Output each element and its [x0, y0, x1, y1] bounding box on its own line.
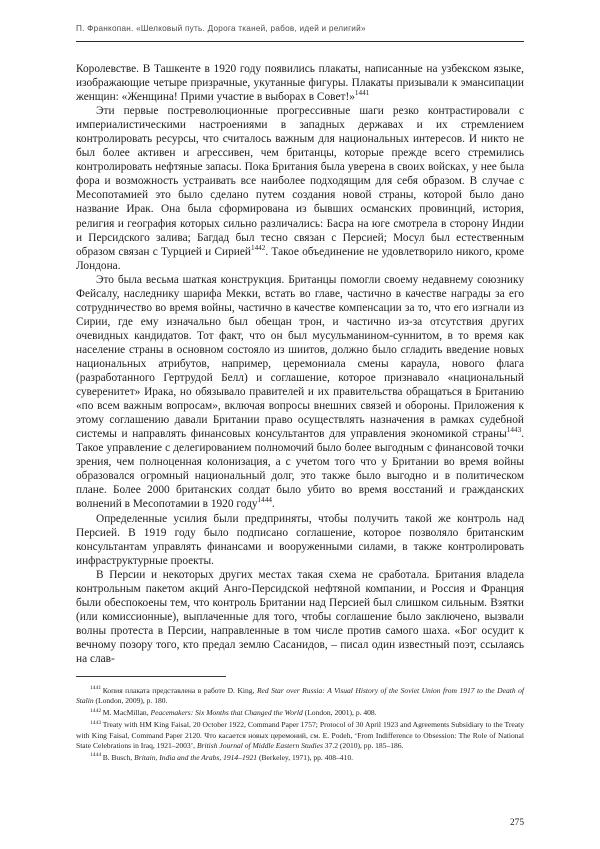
footnote-entry: $^{1443}$ Treaty with HM King Faisal, 20 October 1922, Command Paper 1757; Protocol of 30 April 1923 and Agreements Subsidiary to the Treaty with King Faisal, Command Paper 2120. Что касается новых церемоний, см. E. Podeh, ‘From Indifference to Obsession: The Role of National State Celebrations in Iraq, 1921–2003’, British Journal of Middle Eastern Studies 37.2 (2010), pp. 185–186.: [76, 719, 524, 751]
body-paragraph: Королевстве. В Ташкенте в 1920 году появились плакаты, написанные на узбекском языке, изображающие четыре призрачные, укутанные фигуры. Плакаты призывали к эмансипации женщин: «Женщина! Прими участие в выборах в Совет!»$^{1441}$: [76, 63, 524, 104]
footnote-number[interactable]: 1444: [90, 752, 102, 759]
body-paragraph: В Персии и некоторых других местах такая схема не сработала. Британия владела контрольным пакетом акций Анго-Персидской нефтяной компании, и Россия и Франция были обеспокоены тем, что контроль Британии над Персией был слишком сильным. Взятки (или комиссионные), выплаченные для того, чтобы соглашение было заключено, вызвали волны протеста в Персии, направленные в том числе против самого шаха. «Бог осудит к вечному позору того, кто предал землю Сасанидов, – писал один известный поэт, ссылаясь на слав-: [76, 568, 524, 665]
footnote-number[interactable]: 1443: [90, 719, 102, 726]
footnote-divider: [76, 676, 226, 677]
footnote-number[interactable]: 1442: [90, 707, 102, 714]
running-head: П. Франкопан. «Шелковый путь. Дорога тканей, рабов, идей и религий»: [76, 24, 366, 33]
footnote-entry: $^{1442}$ M. MacMillan, Peacemakers: Six Months that Changed the World (London, 2001), p. 408.: [90, 707, 377, 718]
footnote-title: British Journal of Middle Eastern Studies: [196, 741, 323, 751]
footnote-reference[interactable]: 1443: [506, 426, 522, 435]
body-text-column: [76, 62, 524, 666]
footnote-reference[interactable]: 1444: [257, 496, 272, 505]
footnote-reference[interactable]: 1442: [250, 243, 266, 252]
footnote-number[interactable]: 1441: [90, 685, 102, 692]
body-paragraph: Это была весьма шаткая конструкция. Британцы помогли своему недавнему союзнику Фейсалу, наследнику шарифа Мекки, встать во главе, частично в качестве награды за его сотрудничество во время войны, частично в качестве компенсации за то, что его изгнали из Сирии, где ему изначально был обещан трон, и частично из-за отсутствия других очевидных кандидатов. Тот факт, что он был мусульманином-суннитом, в то время как население страны в основном состояло из шиитов, должно было сгладить введение новых национальных атрибутов, например, церемониала смены караула, нового флага (разработанного Гертрудой Белл) и соглашение, которое признавало «национальный суверенитет» Ирака, но обязывало правителей и их правительства обращаться в Британию «по всем важным вопросам», включая вопросы внешних связей и обороны. Приложения к этому соглашению давали Британии право осуществлять назначения в рамках судебной системы и направлять финансовых консультантов для управления экономикой страны$^{1443}$. Такое управление с делегированием полномочий было более выгодным с финансовой точки зрения, чем полноценная колонизация, а с учетом того что у Британии во время войны образовался огромный национальный долг, это также было выгодно и в политическом плане. Более 2000 британских солдат было убито во время восстаний и гражданских волнений в Месопотамии в 1920 году$^{1444}$.: [76, 273, 524, 511]
body-paragraph: Эти первые постреволюционные прогрессивные шаги резко контрастировали с империалистическими настроениями в западных державах и их стремлением контролировать ресурсы, что считалось важным для национальных интересов. И никто не был более активен и агрессивен, чем британцы, которые прежде всего стремились контролировать нефтяные запасы. Пока Британия была уверена в своих войсках, у нее была фора и возможность устраивать все наиболее подходящим для себя образом. В случае с Месопотамией это было сделано путем создания новой страны, которой было дано название Ирак. Она была сформирована из бывших османских провинций, история, религия и география которых сильно различались: Басра на юге смотрела в сторону Индии и Персидского залива; Багдад был тесно связан с Персией; Мосул был естественным образом связан с Турцией и Сирией$^{1442}$. Такое объединение не удовлетворило никого, кроме Лондона.: [76, 105, 524, 272]
header-divider: [76, 41, 524, 42]
body-paragraph: Определенные усилия были предприняты, чтобы получить такой же контроль над Персией. В 1919 году было подписано соглашение, которое позволяло британским консультантам управлять финансами и вооруженными силами, в также контролировать инфраструктурные проекты.: [76, 512, 524, 567]
page-number: 275: [509, 818, 524, 828]
footnotes-section: [76, 686, 524, 765]
footnote-title: Peacemakers: Six Months that Changed the World: [150, 708, 303, 718]
footnote-reference[interactable]: 1441: [354, 89, 370, 98]
footnote-title: Britain, India and the Arabs, 1914–1921: [134, 752, 258, 762]
footnote-entry: $^{1444}$ B. Busch, Britain, India and the Arabs, 1914–1921 (Berkeley, 1971), pp. 408–410.: [90, 752, 353, 762]
footnote-entry: $^{1441}$ Копия плаката представлена в работе D. King, Red Star over Russia: A Visual History of the Soviet Union from 1917 to the Death of Stalin (London, 2009), p. 180.: [76, 685, 524, 706]
footnote-title: Red Star over Russia: A Visual History of the Soviet Union from 1917 to the Death of Stalin: [76, 686, 524, 706]
